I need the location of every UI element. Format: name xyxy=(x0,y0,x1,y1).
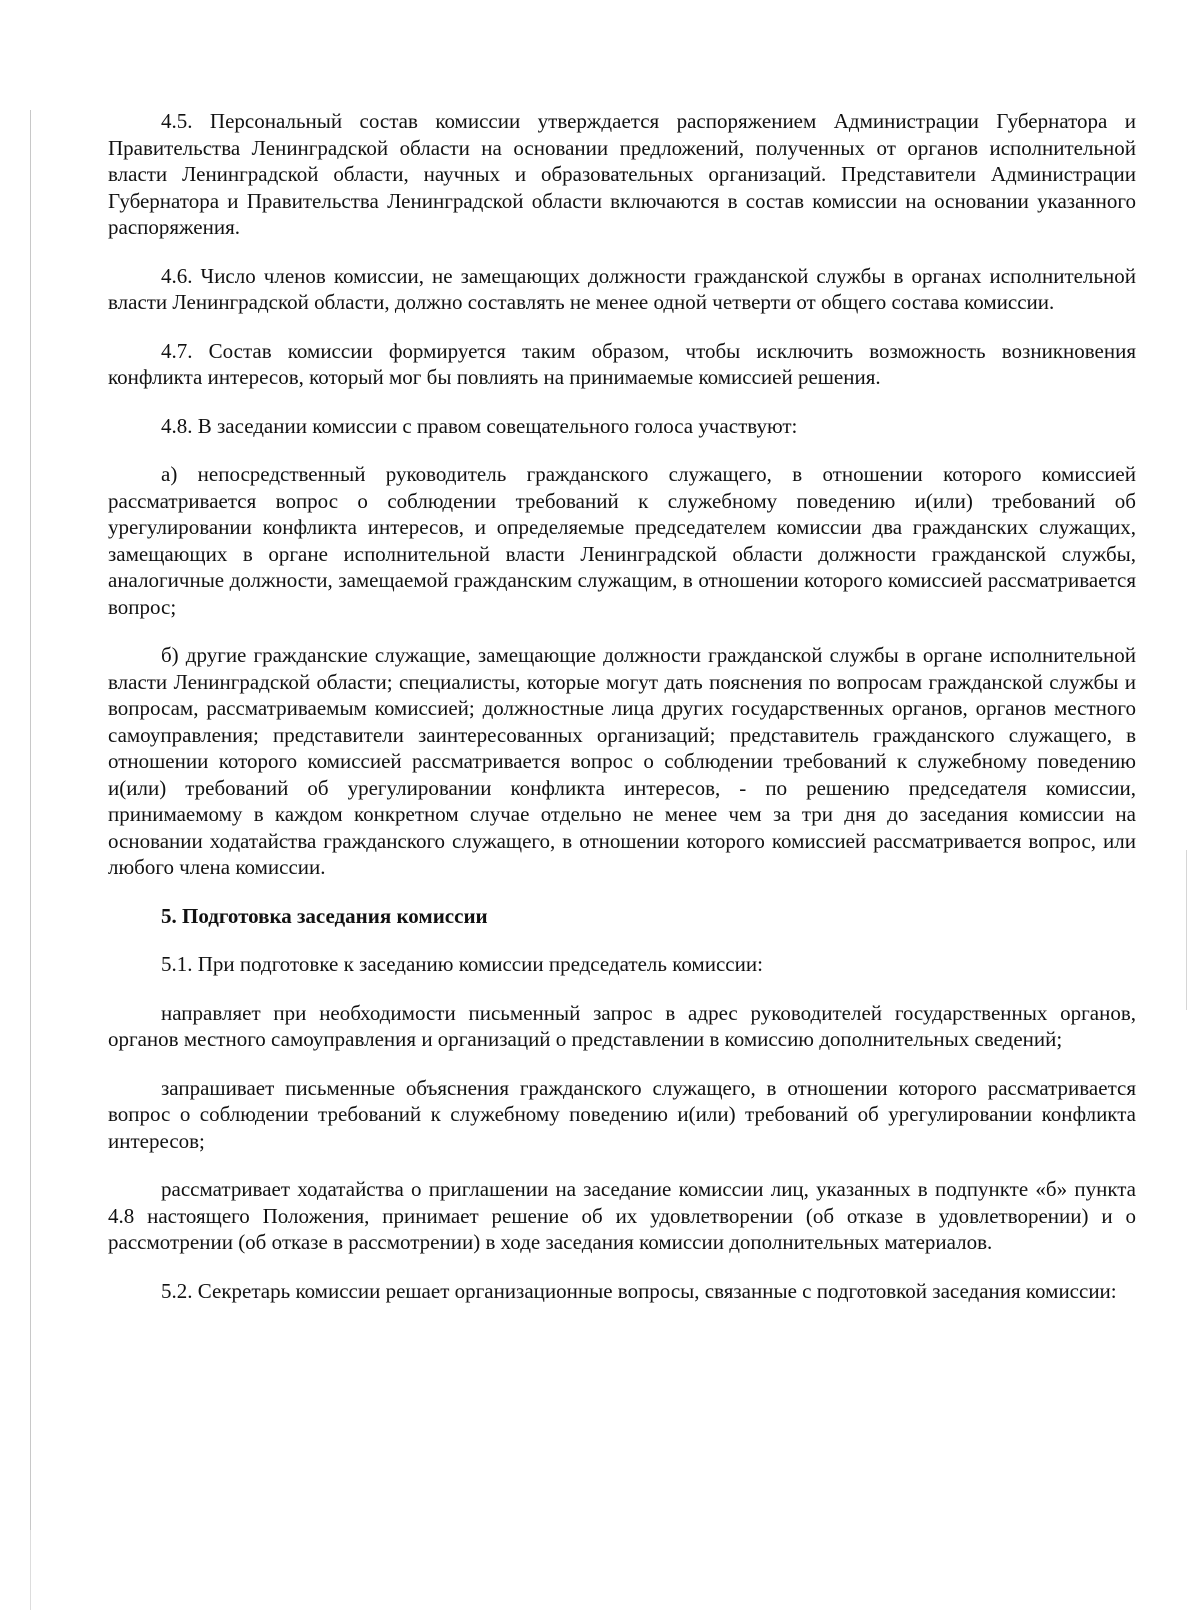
section-5-heading: 5. Подготовка заседания комиссии xyxy=(161,903,488,928)
paragraph-4-6: 4.6. Число членов комиссии, не замещающих должности гражданской службы в органах исполнительной власти Ленинградской области, должно составлять не менее одной четверти от общего состава комиссии. xyxy=(108,263,1136,314)
paragraph-5-1-a: направляет при необходимости письменный запрос в адрес руководителей государственных органов, органов местного самоуправления и организаций о представлении в комиссию дополнительных сведений; xyxy=(108,1000,1136,1051)
paragraph-5-1-c: рассматривает ходатайства о приглашении на заседание комиссии лиц, указанных в подпункте «б» пункта 4.8 настоящего Положения, принимает решение об их удовлетворении (об отказе в удовлетворении) и о рассмотрении (об отказе в рассмотрении) в ходе заседания комиссии дополнительных материалов. xyxy=(108,1177,1136,1254)
scan-edge-line xyxy=(1186,850,1187,1010)
paragraph-4-5: 4.5. Персональный состав комиссии утверждается распоряжением Администрации Губернатора и Правительства Ленинградской области на основании предложений, полученных от органов исполнительной власти Ленинградской области, научных и образовательных организаций. Представители Администрации Губернатора и Правительства Ленинградской области включаются в состав комиссии на основании указанного распоряжения. xyxy=(108,109,1136,239)
scan-edge-line xyxy=(30,110,31,1530)
paragraph-4-8: 4.8. В заседании комиссии с правом совещательного голоса участвуют: xyxy=(161,413,798,438)
paragraph-4-8-a: а) непосредственный руководитель гражданского служащего, в отношении которого комиссией рассматривается вопрос о соблюдении требований к служебному поведению и(или) требований об урегулировании конфликта интересов, и определяемые председателем комиссии два гражданских служащих, замещающих в органе исполнительной власти Ленинградской области должности гражданской службы, аналогичные должности, замещаемой гражданским служащим, в отношении которого комиссией рассматривается вопрос; xyxy=(108,462,1136,619)
paragraph-4-7: 4.7. Состав комиссии формируется таким образом, чтобы исключить возможность возникновения конфликта интересов, который мог бы повлиять на принимаемые комиссией решения. xyxy=(108,338,1136,389)
paragraph-5-1: 5.1. При подготовке к заседанию комиссии председатель комиссии: xyxy=(161,952,763,976)
paragraph-5-1-b: запрашивает письменные объяснения гражданского служащего, в отношении которого рассматривается вопрос о соблюдении требований к служебному поведению и(или) требований об урегулировании конфликта интересов; xyxy=(108,1075,1136,1153)
scan-edge-line xyxy=(30,1530,31,1610)
paragraph-5-2: 5.2. Секретарь комиссии решает организационные вопросы, связанные с подготовкой заседания комиссии: xyxy=(161,1278,1117,1303)
document-body xyxy=(108,108,1136,1326)
paragraph-4-8-b: б) другие гражданские служащие, замещающие должности гражданской службы в органе исполнительной власти Ленинградской области; специалисты, которые могут дать пояснения по вопросам гражданской службы и вопросам, рассматриваемым комиссией; должностные лица других государственных органов, органов местного самоуправления; представители заинтересованных организаций; представитель гражданского служащего, в отношении которого комиссией рассматривается вопрос о соблюдении требований к служебному поведению и(или) требований об урегулировании конфликта интересов, - по решению председателя комиссии, принимаемому в каждом конкретном случае отдельно не менее чем за три дня до заседания комиссии на основании ходатайства гражданского служащего, в отношении которого комиссией рассматривается вопрос, или любого члена комиссии. xyxy=(108,643,1136,879)
